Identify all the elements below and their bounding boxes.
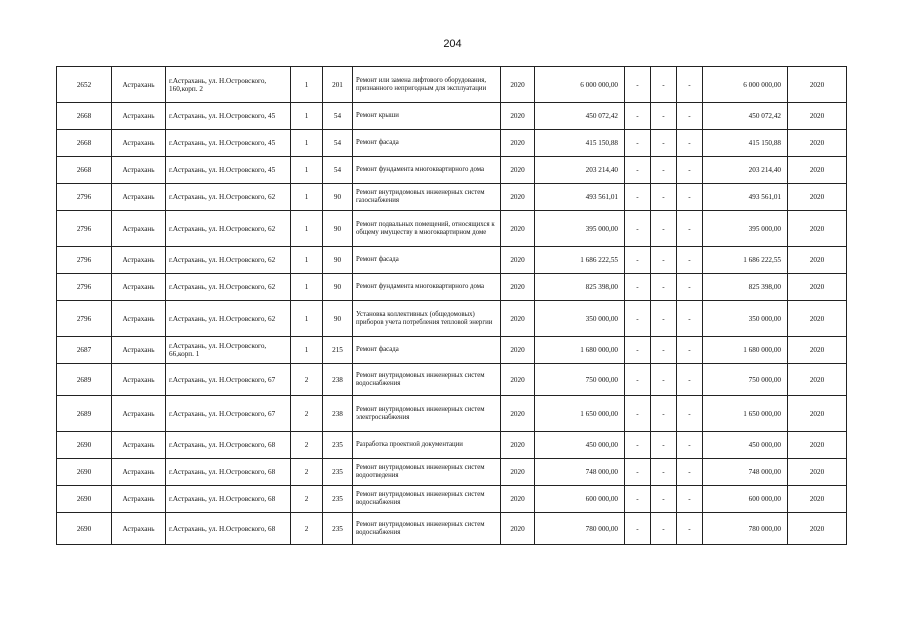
- cell-completion-year: 2020: [788, 103, 847, 130]
- cell-apartments: 90: [323, 211, 353, 247]
- cell-total: 1 686 222,55: [703, 247, 788, 274]
- cell-work-type: Ремонт внутридомовых инженерных систем водоснабжения: [353, 486, 501, 513]
- cell-address: г.Астрахань, ул. Н.Островского, 67: [166, 364, 291, 396]
- cell-city: Астрахань: [112, 184, 166, 211]
- cell-dash-3: -: [677, 396, 703, 432]
- table-row: [57, 364, 847, 396]
- cell-dash-2: -: [651, 130, 677, 157]
- cell-completion-year: 2020: [788, 211, 847, 247]
- cell-city: Астрахань: [112, 247, 166, 274]
- cell-entrances: 1: [291, 337, 323, 364]
- cell-completion-year: 2020: [788, 184, 847, 211]
- cell-dash-2: -: [651, 274, 677, 301]
- cell-total: 6 000 000,00: [703, 67, 788, 103]
- cell-work-type: Ремонт крыши: [353, 103, 501, 130]
- cell-id: 2796: [57, 274, 112, 301]
- cell-total: 450 072,42: [703, 103, 788, 130]
- cell-address: г.Астрахань, ул. Н.Островского, 45: [166, 103, 291, 130]
- cell-address: г.Астрахань, ул. Н.Островского, 67: [166, 396, 291, 432]
- cell-dash-3: -: [677, 157, 703, 184]
- cell-address: г.Астрахань, ул. Н.Островского, 62: [166, 301, 291, 337]
- cell-entrances: 1: [291, 247, 323, 274]
- table-row: [57, 130, 847, 157]
- cell-completion-year: 2020: [788, 67, 847, 103]
- cell-cost: 450 000,00: [535, 432, 625, 459]
- cell-year: 2020: [501, 337, 535, 364]
- cell-apartments: 90: [323, 247, 353, 274]
- cell-id: 2652: [57, 67, 112, 103]
- cell-entrances: 1: [291, 67, 323, 103]
- cell-work-type: Разработка проектной документации: [353, 432, 501, 459]
- cell-year: 2020: [501, 364, 535, 396]
- cell-id: 2668: [57, 130, 112, 157]
- cell-address: г.Астрахань, ул. Н.Островского, 160,корп. 2: [166, 67, 291, 103]
- cell-total: 350 000,00: [703, 301, 788, 337]
- cell-entrances: 1: [291, 274, 323, 301]
- cell-cost: 395 000,00: [535, 211, 625, 247]
- cell-apartments: 201: [323, 67, 353, 103]
- table-row: [57, 211, 847, 247]
- cell-dash-1: -: [625, 459, 651, 486]
- table-row: [57, 184, 847, 211]
- cell-dash-1: -: [625, 432, 651, 459]
- cell-city: Астрахань: [112, 364, 166, 396]
- cell-cost: 350 000,00: [535, 301, 625, 337]
- cell-completion-year: 2020: [788, 247, 847, 274]
- cell-apartments: 235: [323, 459, 353, 486]
- cell-entrances: 1: [291, 103, 323, 130]
- cell-work-type: Ремонт внутридомовых инженерных систем электроснабжения: [353, 396, 501, 432]
- cell-total: 415 150,88: [703, 130, 788, 157]
- cell-dash-3: -: [677, 513, 703, 545]
- cell-dash-3: -: [677, 211, 703, 247]
- cell-work-type: Ремонт внутридомовых инженерных систем водоотведения: [353, 459, 501, 486]
- cell-year: 2020: [501, 211, 535, 247]
- cell-cost: 203 214,40: [535, 157, 625, 184]
- cell-year: 2020: [501, 157, 535, 184]
- cell-apartments: 215: [323, 337, 353, 364]
- cell-total: 450 000,00: [703, 432, 788, 459]
- cell-dash-1: -: [625, 247, 651, 274]
- table-row: [57, 103, 847, 130]
- cell-dash-1: -: [625, 157, 651, 184]
- cell-entrances: 2: [291, 486, 323, 513]
- cell-id: 2690: [57, 432, 112, 459]
- cell-dash-2: -: [651, 513, 677, 545]
- cell-city: Астрахань: [112, 486, 166, 513]
- cell-id: 2689: [57, 396, 112, 432]
- cell-address: г.Астрахань, ул. Н.Островского, 45: [166, 130, 291, 157]
- cell-dash-2: -: [651, 301, 677, 337]
- cell-apartments: 54: [323, 103, 353, 130]
- table-row: [57, 459, 847, 486]
- table-row: [57, 274, 847, 301]
- cell-apartments: 235: [323, 432, 353, 459]
- cell-year: 2020: [501, 459, 535, 486]
- cell-year: 2020: [501, 130, 535, 157]
- cell-id: 2690: [57, 486, 112, 513]
- cell-dash-3: -: [677, 274, 703, 301]
- cell-city: Астрахань: [112, 103, 166, 130]
- cell-year: 2020: [501, 274, 535, 301]
- cell-completion-year: 2020: [788, 459, 847, 486]
- cell-address: г.Астрахань, ул. Н.Островского, 66,корп. 1: [166, 337, 291, 364]
- cell-apartments: 90: [323, 274, 353, 301]
- cell-completion-year: 2020: [788, 337, 847, 364]
- cell-apartments: 90: [323, 301, 353, 337]
- cell-dash-2: -: [651, 67, 677, 103]
- cell-city: Астрахань: [112, 67, 166, 103]
- cell-id: 2668: [57, 103, 112, 130]
- cell-year: 2020: [501, 432, 535, 459]
- cell-dash-2: -: [651, 364, 677, 396]
- cell-id: 2689: [57, 364, 112, 396]
- cell-work-type: Ремонт фасада: [353, 130, 501, 157]
- cell-work-type: Ремонт внутридомовых инженерных систем водоснабжения: [353, 513, 501, 545]
- cell-dash-3: -: [677, 459, 703, 486]
- cell-work-type: Ремонт подвальных помещений, относящихся к общему имуществу в многоквартирном доме: [353, 211, 501, 247]
- cell-completion-year: 2020: [788, 396, 847, 432]
- cell-dash-3: -: [677, 301, 703, 337]
- cell-dash-2: -: [651, 486, 677, 513]
- cell-entrances: 1: [291, 184, 323, 211]
- cell-cost: 748 000,00: [535, 459, 625, 486]
- table-body: [57, 67, 847, 545]
- cell-cost: 415 150,88: [535, 130, 625, 157]
- table-row: [57, 396, 847, 432]
- cell-address: г.Астрахань, ул. Н.Островского, 62: [166, 274, 291, 301]
- cell-id: 2690: [57, 459, 112, 486]
- table-row: [57, 157, 847, 184]
- cell-work-type: Ремонт фасада: [353, 247, 501, 274]
- cell-dash-1: -: [625, 513, 651, 545]
- cell-city: Астрахань: [112, 211, 166, 247]
- cell-entrances: 2: [291, 513, 323, 545]
- table-row: [57, 337, 847, 364]
- cell-city: Астрахань: [112, 337, 166, 364]
- cell-id: 2668: [57, 157, 112, 184]
- cell-dash-2: -: [651, 432, 677, 459]
- cell-dash-1: -: [625, 301, 651, 337]
- cell-year: 2020: [501, 184, 535, 211]
- cell-cost: 600 000,00: [535, 486, 625, 513]
- cell-total: 395 000,00: [703, 211, 788, 247]
- cell-dash-1: -: [625, 211, 651, 247]
- cell-total: 600 000,00: [703, 486, 788, 513]
- cell-completion-year: 2020: [788, 486, 847, 513]
- cell-total: 780 000,00: [703, 513, 788, 545]
- cell-year: 2020: [501, 486, 535, 513]
- cell-id: 2796: [57, 184, 112, 211]
- cell-apartments: 235: [323, 513, 353, 545]
- cell-dash-3: -: [677, 337, 703, 364]
- cell-total: 825 398,00: [703, 274, 788, 301]
- cell-year: 2020: [501, 247, 535, 274]
- cell-id: 2687: [57, 337, 112, 364]
- cell-completion-year: 2020: [788, 364, 847, 396]
- cell-entrances: 1: [291, 211, 323, 247]
- table-row: [57, 513, 847, 545]
- cell-dash-3: -: [677, 103, 703, 130]
- cell-apartments: 90: [323, 184, 353, 211]
- cell-entrances: 1: [291, 301, 323, 337]
- cell-dash-1: -: [625, 103, 651, 130]
- cell-completion-year: 2020: [788, 130, 847, 157]
- table-row: [57, 486, 847, 513]
- cell-dash-1: -: [625, 364, 651, 396]
- cell-total: 493 561,01: [703, 184, 788, 211]
- cell-dash-3: -: [677, 184, 703, 211]
- cell-work-type: Ремонт фундамента многоквартирного дома: [353, 157, 501, 184]
- cell-dash-3: -: [677, 130, 703, 157]
- table-row: [57, 301, 847, 337]
- cell-cost: 493 561,01: [535, 184, 625, 211]
- cell-apartments: 235: [323, 486, 353, 513]
- cell-dash-3: -: [677, 67, 703, 103]
- table-row: [57, 247, 847, 274]
- cell-dash-3: -: [677, 364, 703, 396]
- cell-dash-2: -: [651, 103, 677, 130]
- cell-work-type: Ремонт фундамента многоквартирного дома: [353, 274, 501, 301]
- cell-address: г.Астрахань, ул. Н.Островского, 62: [166, 184, 291, 211]
- cell-city: Астрахань: [112, 513, 166, 545]
- cell-apartments: 54: [323, 157, 353, 184]
- cell-cost: 450 072,42: [535, 103, 625, 130]
- cell-dash-1: -: [625, 486, 651, 513]
- cell-id: 2796: [57, 247, 112, 274]
- cell-dash-2: -: [651, 337, 677, 364]
- cell-dash-1: -: [625, 130, 651, 157]
- cell-year: 2020: [501, 513, 535, 545]
- cell-id: 2690: [57, 513, 112, 545]
- cell-address: г.Астрахань, ул. Н.Островского, 68: [166, 459, 291, 486]
- cell-entrances: 2: [291, 364, 323, 396]
- cell-address: г.Астрахань, ул. Н.Островского, 45: [166, 157, 291, 184]
- cell-work-type: Установка коллективных (общедомовых) приборов учета потребления тепловой энергии: [353, 301, 501, 337]
- cell-dash-2: -: [651, 247, 677, 274]
- cell-year: 2020: [501, 301, 535, 337]
- cell-total: 203 214,40: [703, 157, 788, 184]
- cell-dash-2: -: [651, 211, 677, 247]
- cell-cost: 1 680 000,00: [535, 337, 625, 364]
- cell-dash-1: -: [625, 396, 651, 432]
- cell-completion-year: 2020: [788, 157, 847, 184]
- cell-address: г.Астрахань, ул. Н.Островского, 68: [166, 432, 291, 459]
- cell-cost: 1 650 000,00: [535, 396, 625, 432]
- cell-city: Астрахань: [112, 396, 166, 432]
- cell-cost: 6 000 000,00: [535, 67, 625, 103]
- cell-city: Астрахань: [112, 432, 166, 459]
- cell-city: Астрахань: [112, 130, 166, 157]
- cell-id: 2796: [57, 211, 112, 247]
- cell-work-type: Ремонт или замена лифтового оборудования, признанного непригодным для эксплуатации: [353, 67, 501, 103]
- cell-dash-2: -: [651, 157, 677, 184]
- cell-apartments: 54: [323, 130, 353, 157]
- cell-year: 2020: [501, 67, 535, 103]
- cell-dash-2: -: [651, 459, 677, 486]
- cell-work-type: Ремонт фасада: [353, 337, 501, 364]
- cell-completion-year: 2020: [788, 274, 847, 301]
- cell-total: 748 000,00: [703, 459, 788, 486]
- page-number: 204: [443, 38, 462, 50]
- cell-city: Астрахань: [112, 459, 166, 486]
- cell-total: 1 650 000,00: [703, 396, 788, 432]
- cell-dash-1: -: [625, 337, 651, 364]
- cell-cost: 825 398,00: [535, 274, 625, 301]
- cell-city: Астрахань: [112, 157, 166, 184]
- cell-entrances: 1: [291, 157, 323, 184]
- cell-dash-2: -: [651, 396, 677, 432]
- cell-city: Астрахань: [112, 274, 166, 301]
- cell-completion-year: 2020: [788, 432, 847, 459]
- cell-dash-3: -: [677, 247, 703, 274]
- cell-year: 2020: [501, 396, 535, 432]
- cell-work-type: Ремонт внутридомовых инженерных систем газоснабжения: [353, 184, 501, 211]
- cell-work-type: Ремонт внутридомовых инженерных систем водоснабжения: [353, 364, 501, 396]
- cell-cost: 750 000,00: [535, 364, 625, 396]
- cell-completion-year: 2020: [788, 301, 847, 337]
- table-row: [57, 67, 847, 103]
- cell-entrances: 2: [291, 396, 323, 432]
- cell-dash-2: -: [651, 184, 677, 211]
- cell-address: г.Астрахань, ул. Н.Островского, 68: [166, 486, 291, 513]
- cell-entrances: 2: [291, 432, 323, 459]
- table-row: [57, 432, 847, 459]
- cell-cost: 780 000,00: [535, 513, 625, 545]
- cell-total: 1 680 000,00: [703, 337, 788, 364]
- cell-completion-year: 2020: [788, 513, 847, 545]
- cell-year: 2020: [501, 103, 535, 130]
- cell-id: 2796: [57, 301, 112, 337]
- cell-dash-1: -: [625, 67, 651, 103]
- cell-address: г.Астрахань, ул. Н.Островского, 62: [166, 211, 291, 247]
- cell-address: г.Астрахань, ул. Н.Островского, 68: [166, 513, 291, 545]
- cell-apartments: 238: [323, 364, 353, 396]
- cell-dash-1: -: [625, 274, 651, 301]
- cell-city: Астрахань: [112, 301, 166, 337]
- capital-repair-table: [56, 66, 847, 545]
- cell-entrances: 2: [291, 459, 323, 486]
- cell-dash-1: -: [625, 184, 651, 211]
- cell-dash-3: -: [677, 432, 703, 459]
- cell-dash-3: -: [677, 486, 703, 513]
- cell-address: г.Астрахань, ул. Н.Островского, 62: [166, 247, 291, 274]
- cell-cost: 1 686 222,55: [535, 247, 625, 274]
- cell-total: 750 000,00: [703, 364, 788, 396]
- cell-apartments: 238: [323, 396, 353, 432]
- cell-entrances: 1: [291, 130, 323, 157]
